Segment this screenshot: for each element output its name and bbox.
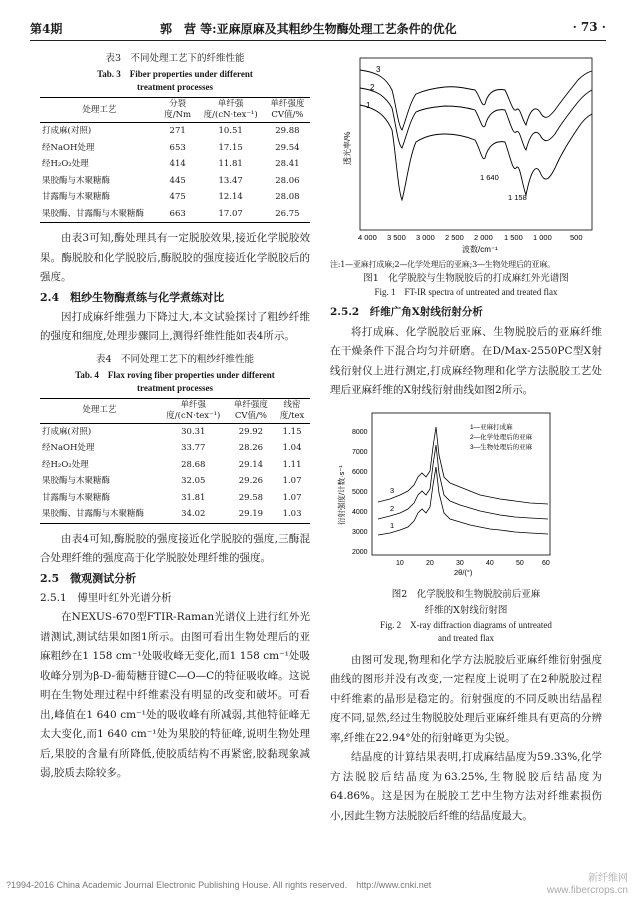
fig1-curve-2: [360, 88, 592, 150]
table-cell: 271: [169, 126, 186, 136]
fig1-caption-en: Fig. 1 FT-IR spectra of untreated and treated flax: [374, 287, 558, 297]
table-cell: 28.06: [275, 175, 300, 186]
fig1-x-tick: 2 000: [474, 233, 493, 242]
watermark-name: 新纤维网: [588, 873, 628, 884]
table-cell: 31.81: [181, 492, 206, 503]
paragraph: 将打成麻、化学脱胶后亚麻、生物脱胶后的亚麻纤维在干燥条件下混合均匀并研磨。在D/Max-2550PC型X射线衍射仪上进行测定,打成麻经物理和化学方法脱胶工艺处理后亚麻纤维的X射线衍射曲线如图2所示。: [330, 325, 602, 396]
table-cell: 1.07: [282, 492, 302, 503]
table-row: [40, 506, 310, 523]
table-cell: 29.19: [228, 506, 274, 523]
fig2-caption-en-2: and treated flax: [438, 632, 494, 643]
table4-header-row: [40, 398, 310, 423]
paragraph: 结晶度的计算结果表明,打成麻结晶度为59.33%,化学方法脱胶后结晶度为63.25%,生物脱胶后结晶度为64.86%。这是因为在脱胶工艺中生物方法对纤维素损伤小,因此生物方法脱胶后纤维的结晶度最大。: [330, 751, 602, 822]
fig2-curve-1: [378, 467, 548, 535]
fig2-ylabel: 衍射强度/计数·s⁻¹: [337, 464, 346, 525]
subsection-heading: 2.5.2 纤维广角X射线衍射分析: [330, 306, 483, 318]
paragraph: 由表4可知,酶脱胶的强度接近化学脱胶的强度,三酶混合处理纤维的强度高于化学脱胶处理纤维的强度。: [40, 532, 310, 564]
table-cell: 28.26: [238, 443, 264, 453]
table4-col-header: 单纤强度CV值/%: [228, 398, 274, 423]
table3-caption-en-2: treatment processes: [137, 82, 213, 92]
table-row: [40, 206, 310, 223]
page-number: · 73 ·: [572, 20, 606, 34]
fig2-caption-cn-2: 纤维的X射线衍射图: [424, 604, 508, 616]
table-cell: 果胶酶、甘露酶与木聚糖酶: [40, 506, 159, 523]
table-cell: 29.26: [238, 476, 264, 486]
table-row: [40, 473, 310, 490]
right-column: [330, 50, 602, 826]
table-cell: 29.92: [238, 426, 264, 437]
fig2-legend-item: 2—化学处理后的亚麻: [470, 433, 533, 441]
table-cell: 12.14: [218, 192, 243, 202]
fig1-x-tick: 3 500: [387, 233, 406, 242]
table-cell: 果胶酶与木聚糖酶: [42, 476, 111, 486]
fig2-y-tick: 6000: [352, 468, 368, 476]
section-heading: 2.5 微观测试分析: [40, 571, 137, 585]
fig2-curve-label-1: 1: [390, 520, 395, 530]
table-cell: 29.54: [275, 142, 300, 153]
fig1-curve-label-1: 1: [366, 101, 371, 110]
table-cell: 打成麻(对照): [42, 426, 92, 437]
fig2-y-tick: 8000: [352, 428, 368, 436]
fig1-curve-label-2: 2: [370, 83, 375, 92]
fig1-x-tick: 2 500: [445, 233, 464, 242]
fig1-x-tick: 1 000: [533, 233, 552, 242]
fig2-x-tick: 40: [486, 559, 494, 567]
fig1-caption-cn: 图1 化学脱胶与生物脱胶后的打成麻红外光谱图: [363, 273, 569, 284]
table-row: [40, 457, 310, 474]
table-cell: 32.05: [181, 476, 206, 486]
fig2-caption-en-1: Fig. 2 X-ray diffraction diagrams of untreated: [380, 619, 552, 630]
fig1-curve-label-3: 3: [376, 65, 381, 74]
fig2-curve-2: [378, 445, 548, 519]
section-heading: 2.4 粗纱生物酶煮练与化学煮练对比: [40, 290, 225, 304]
table-cell: 653: [169, 142, 186, 153]
table-cell: 1.15: [282, 426, 302, 437]
table-cell: 经NaOH处理: [42, 142, 95, 153]
issue-number: 第4期: [30, 22, 63, 36]
fig2-x-tick: 50: [516, 559, 524, 567]
table3-col-header: 分裂度/Nm: [159, 98, 197, 123]
table-cell: 28.68: [181, 459, 206, 470]
table-cell: 33.77: [181, 443, 206, 453]
table-cell: 1.11: [282, 459, 302, 470]
table-cell: 445: [169, 175, 186, 186]
table3-header-row: [40, 98, 310, 123]
table3-col-header: 单纤强度/(cN·tex⁻¹): [197, 98, 265, 123]
fig2-x-tick: 20: [426, 559, 434, 567]
table-row: [40, 440, 310, 457]
table3-col-header: 处理工艺: [40, 98, 159, 123]
table-row: [40, 490, 310, 507]
table-cell: 28.41: [275, 159, 300, 169]
body-text: [330, 651, 602, 827]
body-text: [40, 229, 310, 288]
fig1-annotation-1640: 1 640: [480, 173, 499, 182]
running-header: [30, 18, 606, 41]
table-cell: 经H₂O₂处理: [42, 159, 89, 169]
fig2-y-tick: 7000: [352, 448, 368, 456]
table-cell: 1.03: [274, 506, 310, 523]
fig2-caption-cn-1: 图2 化学脱胶和生物脱胶前后亚麻: [391, 588, 541, 600]
fig2-y-tick: 4000: [352, 508, 368, 516]
table-cell: 34.02: [159, 506, 228, 523]
fig2-legend-item: 3—生物处理后的亚麻: [470, 443, 533, 451]
table-cell: 29.88: [275, 126, 300, 136]
fig2-x-tick: 10: [396, 559, 404, 567]
table-cell: 1.04: [282, 443, 302, 453]
body-text: [40, 308, 310, 347]
fig1-ylabel: 透光率/%: [343, 131, 352, 165]
table3: [40, 97, 310, 223]
watermark: [547, 873, 628, 897]
table4-caption-en-1: Tab. 4 Flax roving fiber properties under different: [75, 369, 275, 380]
fig2-y-tick: 2000: [352, 548, 368, 556]
table-cell: 30.31: [181, 426, 206, 437]
fig2-xrd-diagram: [330, 407, 602, 577]
table-cell: 26.75: [265, 206, 310, 223]
paragraph: 由表3可知,酶处理具有一定脱胶效果,接近化学脱胶效果。酶脱胶和化学脱胶后,酶脱胶的强度接近化学脱胶后的强度。: [40, 232, 310, 283]
table4-caption-cn: 表4 不同处理工艺下的粗纱纤维性能: [95, 353, 255, 365]
paragraph: 在NEXUS-670型FTIR-Raman光谱仪上进行红外光谱测试,测试结果如图1所示。由图可看出生物处理后的亚麻粗纱在1 158 cm⁻¹处吸收峰无变化,而1 158 cm⁻¹处吸收峰分别为β-D-葡萄糖苷键C—O—C的特征吸收峰。这说明在生物处理过程中纤维素没有明显的改变和破坏。可看出,峰值在1 640 cm⁻¹处的吸收峰有所减弱,其他特征峰无太大变化,而1 640 cm⁻¹处为果胶的特征峰,说明生物处理后,果胶的含量有所降低,使胶质结构不再紧密,胶黏现象减弱,胶质去除较多。: [40, 611, 310, 779]
fig2-y-tick: 3000: [352, 528, 368, 536]
table3-caption-en-1: Tab. 3 Fiber properties under different: [97, 69, 253, 79]
paragraph: 因打成麻纤维强力下降过大,本文试验探讨了粗纱纤维的强度和细度,处理步骤同上,测得纤维性能如表4所示。: [40, 310, 310, 342]
table-row: [40, 423, 310, 440]
table4-caption-en-2: treatment processes: [137, 382, 213, 393]
table-cell: 13.47: [218, 175, 243, 186]
fig2-x-tick: 60: [542, 559, 550, 567]
running-title: 郭 营 等:亚麻原麻及其粗纱生物酶处理工艺条件的优化: [160, 22, 457, 36]
table-row: [40, 123, 310, 140]
fig1-x-tick: 500: [570, 233, 583, 242]
fig1-x-tick: 3 000: [416, 233, 435, 242]
table3-col-header: 单纤强度CV值/%: [265, 98, 310, 123]
fig1-plot-frame: [360, 58, 592, 230]
body-text: [330, 323, 602, 401]
table-cell: 打成麻(对照): [42, 126, 92, 136]
fig1-annotation-1158: 1 158: [508, 193, 527, 202]
fig2-xlabel: 2θ/(°): [454, 567, 473, 577]
table-cell: 甘露酶与木聚糖酶: [42, 492, 111, 503]
table-cell: 1.07: [282, 476, 302, 486]
table-cell: 经NaOH处理: [42, 443, 95, 453]
fig2-curve-label-3: 3: [390, 485, 395, 495]
table-cell: 29.58: [238, 492, 264, 503]
table-cell: 果胶酶与木聚糖酶: [42, 175, 111, 186]
table-row: [40, 189, 310, 206]
copyright-footer: ?1994-2016 China Academic Journal Electronic Publishing House. All rights reserved. http://www.cnki.net: [6, 880, 432, 890]
table4: [40, 398, 310, 524]
fig1-x-tick: 1 500: [504, 233, 523, 242]
fig2-curve-label-2: 2: [390, 503, 395, 513]
watermark-url: www.fibercrops.cn: [546, 885, 628, 896]
table-row: [40, 140, 310, 157]
paragraph: 由图可发现,物理和化学方法脱胶后亚麻纤维衍射强度曲线的图形并没有改变,一定程度上说明了在2种脱胶过程中纤维素的晶形是稳定的。衍射强度的不同反映出结晶程度不同,显然,经过生物脱胶处理后亚麻纤维具有更高的分辨率,纤维在22.94°处的衍射峰更为尖锐。: [330, 653, 602, 744]
table-cell: 17.07: [197, 206, 265, 223]
body-text: [40, 530, 310, 569]
fig2-x-tick: 30: [456, 559, 464, 567]
table4-col-header: 处理工艺: [40, 398, 159, 423]
table-cell: 11.81: [218, 159, 243, 169]
table4-col-header: 线密度/tex: [274, 398, 310, 423]
table-cell: 414: [169, 159, 186, 169]
table-cell: 29.14: [238, 459, 264, 470]
fig1-x-tick: 4 000: [358, 233, 377, 242]
body-text: [40, 608, 310, 784]
table-cell: 果胶酶、甘露酶与木聚糖酶: [40, 206, 159, 223]
fig2-y-tick: 5000: [352, 488, 368, 496]
table3-caption-cn: 表3 不同处理工艺下的纤维性能: [105, 53, 245, 64]
table-cell: 甘露酶与木聚糖酶: [42, 192, 111, 202]
table4-col-header: 单纤强度/(cN·tex⁻¹): [159, 398, 228, 423]
fig2-legend-item: 1—亚麻打成麻: [470, 423, 513, 431]
left-column: [40, 50, 310, 784]
table-row: [40, 156, 310, 173]
table-cell: 10.51: [218, 126, 243, 136]
table-row: [40, 173, 310, 190]
fig1-xlabel: 波数/cm⁻¹: [462, 245, 498, 254]
subsection-heading: 2.5.1 傅里叶红外光谱分析: [40, 591, 172, 604]
table-cell: 经H₂O₂处理: [42, 459, 89, 470]
table-cell: 28.08: [275, 192, 300, 202]
fig1-note: 注:1—亚麻打成麻;2—化学处理后的亚麻;3—生物处理后的亚麻。: [330, 260, 555, 269]
table-cell: 17.15: [218, 142, 243, 153]
table-cell: 475: [169, 192, 186, 202]
table-cell: 663: [159, 206, 197, 223]
fig1-ftir-spectra: [330, 50, 602, 255]
